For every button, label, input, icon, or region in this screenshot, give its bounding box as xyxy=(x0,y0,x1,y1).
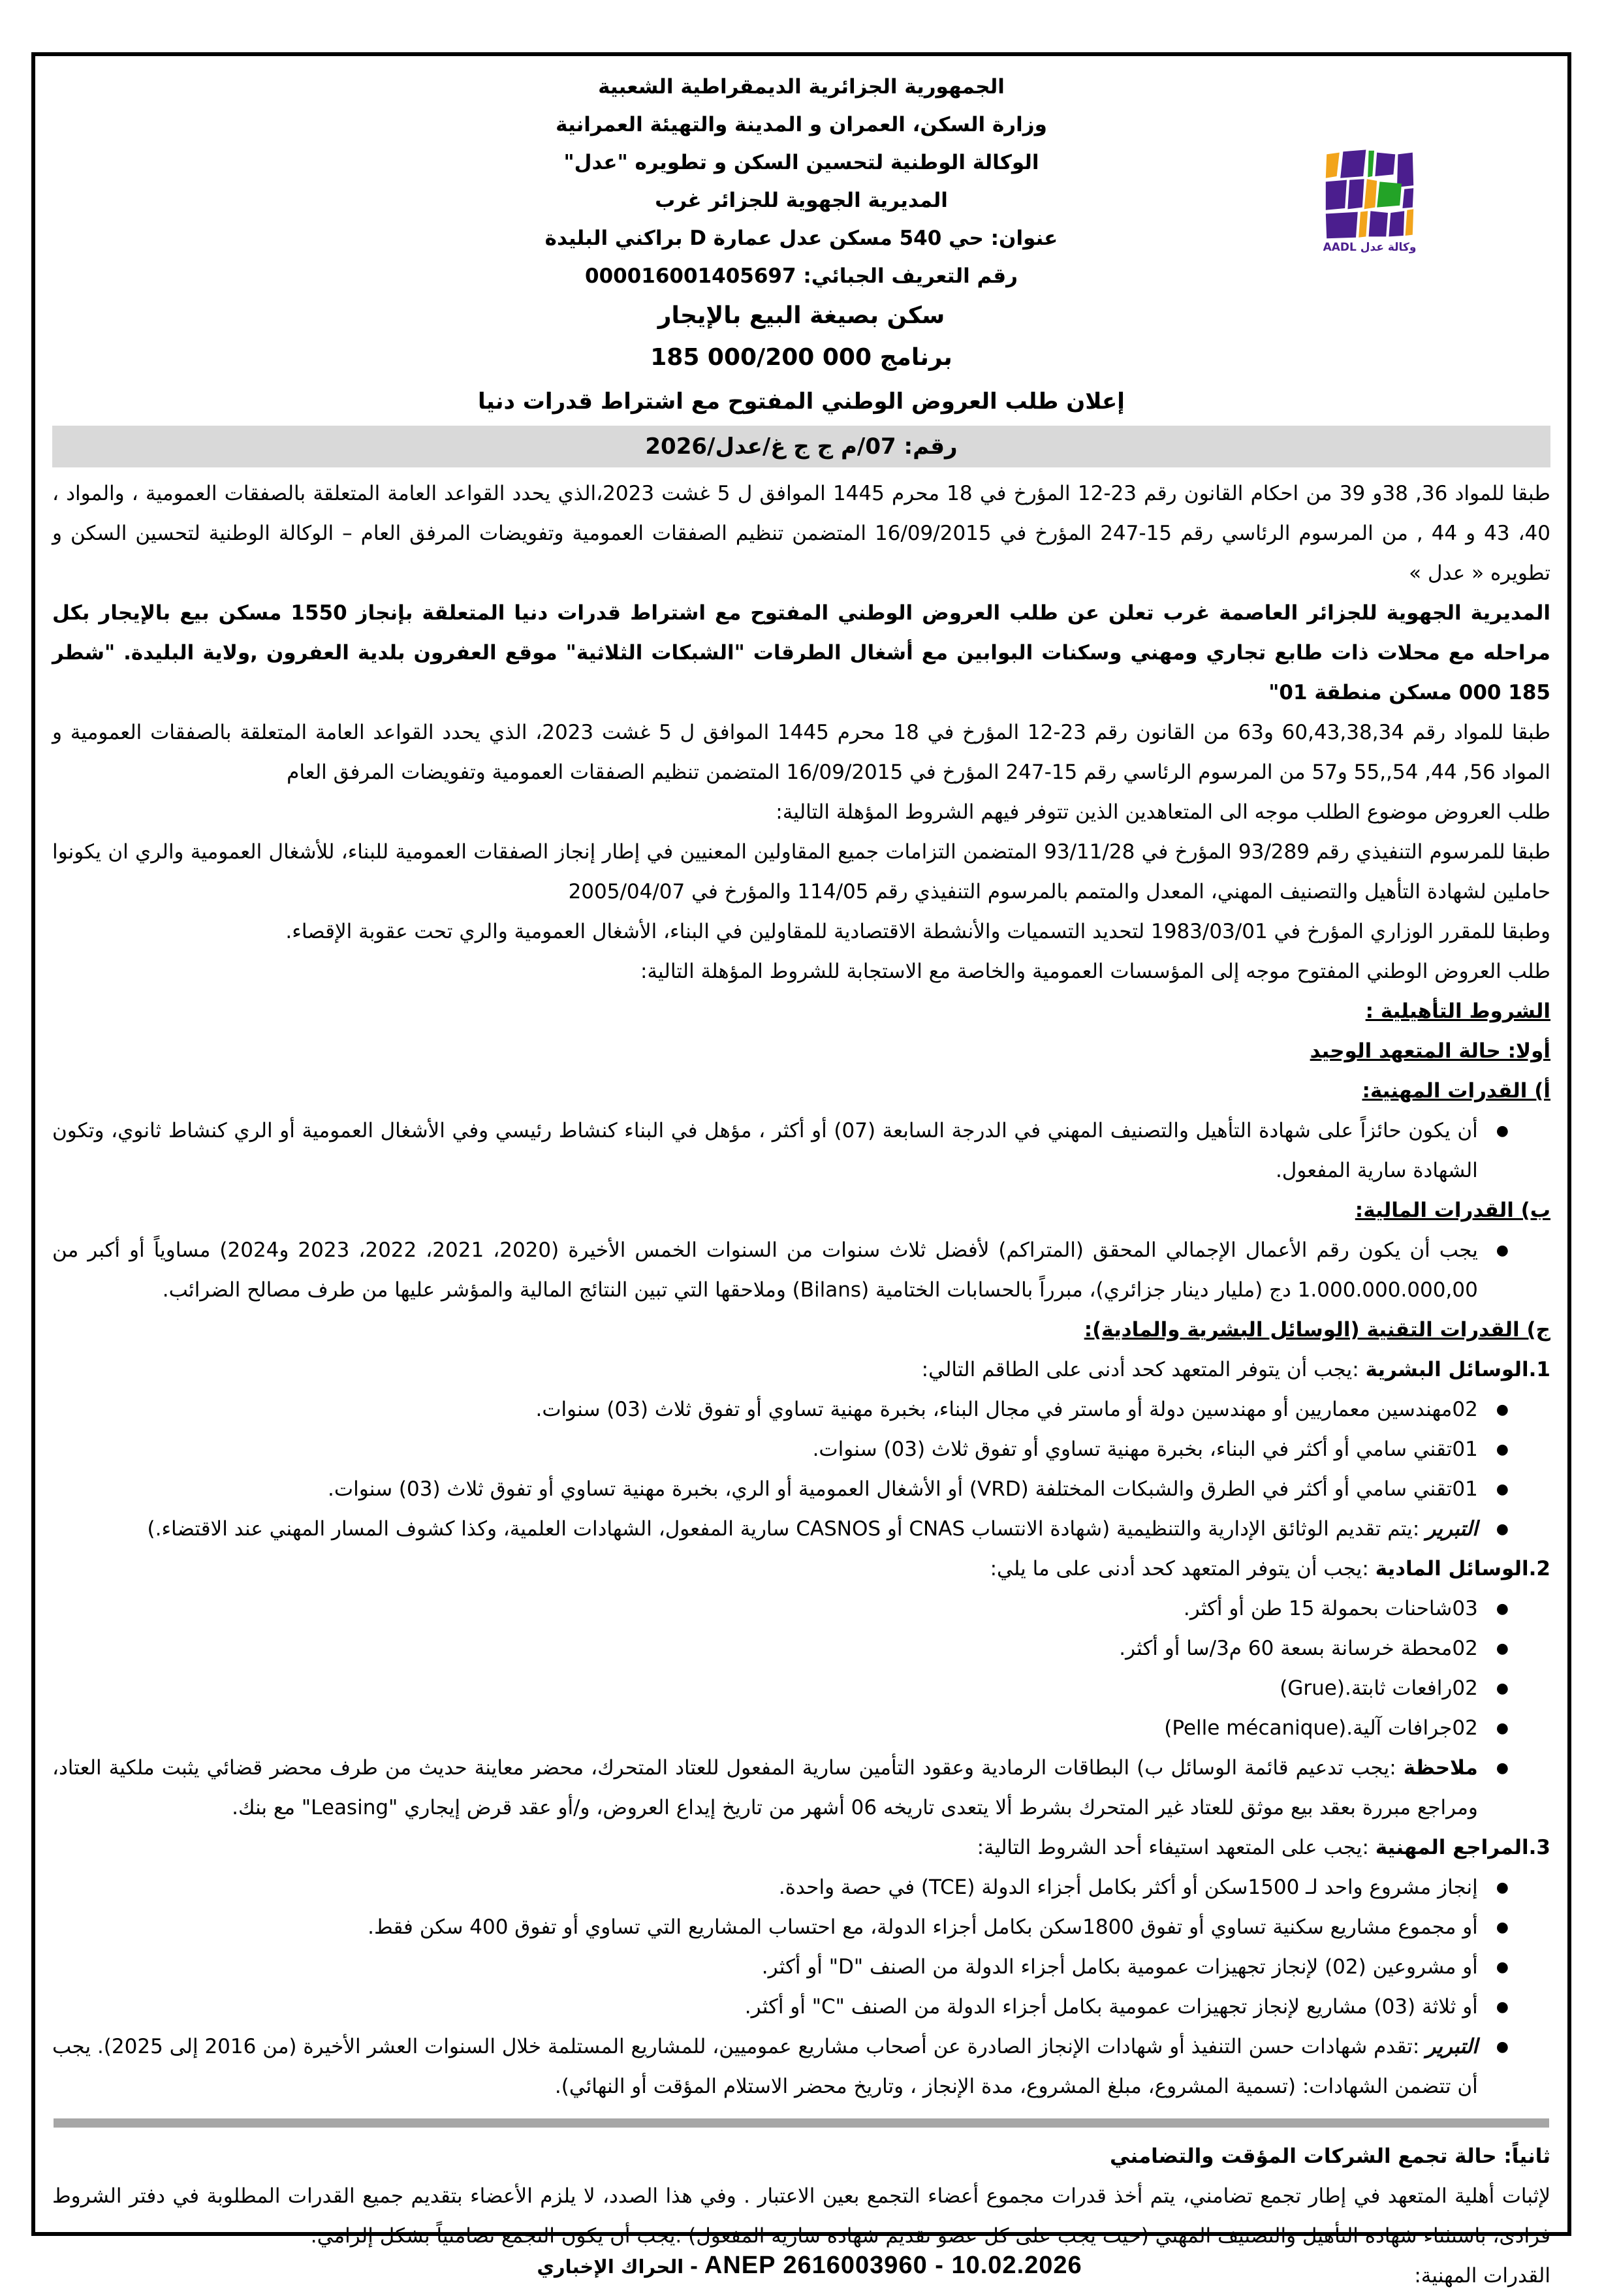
header-line-republic: الجمهورية الجزائرية الديمقراطية الشعبية xyxy=(598,75,1005,99)
bullet-icon: ● xyxy=(1496,1720,1509,1737)
human-means-intro: 1.الوسائل البشرية :يجب أن يتوفر المتعهد كحد أدنى على الطاقم التالي: xyxy=(921,1358,1550,1381)
legal-paragraph-1: طبقا للمواد 36, 38و 39 من احكام القانون رقم 23-12 المؤرخ في 18 محرم 1445 الموافق ل 5 غشت 2023،الذي يحدد القواعد العامة المتعلقة بالصفقات العمومية ، والمواد ، 40، 43 و 44 , من المرسوم الرئاسي رقم 15-247 المؤرخ في 16/09/2015 المتضمن تنظيم الصفقات العمومية وتفويضات المرفق العام – الوكالة الوطنية لتحسين السكن و تطويره « عدل » xyxy=(52,482,1550,585)
bullet-icon: ● xyxy=(1496,1521,1509,1537)
note-label: ملاحظة xyxy=(1403,1756,1478,1780)
header-line-agency: الوكالة الوطنية لتحسين السكن و تطويره "عدل" xyxy=(563,151,1039,174)
header-line-address: عنوان: حي 540 مسكن عدل عمارة D براكني البليدة xyxy=(544,227,1058,250)
technical-capacities-heading: ج) القدرات التقنية (الوسائل البشرية والمادية): xyxy=(1084,1318,1550,1342)
references-title: 3.المراجع المهنية xyxy=(1375,1836,1550,1859)
grouping-paragraph: لإثبات أهلية المتعهد في إطار تجمع تضامني، يتم أخذ قدرات مجموع أعضاء التجمع بعين الاعتبار . وفي هذا الصدد، لا يلزم الأعضاء بتقديم جميع القدرات المطلوبة في دفتر الشروط فرادى، باستثناء شهادة التأهيل والتصنيف المهني (حيث يجب على كل عضو تقديم شهادة سارية المفعول) .يجب أن يكون التجمع تضامنياً بشكل إلزامي. xyxy=(52,2184,1550,2248)
bullet-icon: ● xyxy=(1496,1402,1509,1418)
bullet-icon: ● xyxy=(1496,1999,1509,2015)
addressees-line: طلب العروض موضوع الطلب موجه الى المتعاهدين الذين تتوفر فيهم الشروط المؤهلة التالية: xyxy=(776,800,1550,824)
bullet-icon: ● xyxy=(1496,1242,1509,1259)
list-item: ● 02محطة خرسانة بسعة 60 م3/سا أو أكثر. xyxy=(52,1629,1509,1669)
section-divider-bar xyxy=(54,2118,1549,2128)
list-item: ● 02رافعات ثابتة.(Grue) xyxy=(52,1669,1509,1708)
bullet-icon: ● xyxy=(1496,1760,1509,1776)
human-means-title: 1.الوسائل البشرية xyxy=(1365,1358,1550,1381)
footer-separator: - xyxy=(690,2256,699,2278)
program-label: برنامج xyxy=(879,344,952,371)
header-program xyxy=(52,337,1550,379)
professional-capacities-list xyxy=(52,1111,1550,1191)
grouping-section-heading: ثانياً: حالة تجمع الشركات المؤقت والتضامني xyxy=(1109,2145,1550,2168)
list-item: ● 02مهندسين معماريين أو مهندسين دولة أو ماستر في مجال البناء، بخبرة مهنية تساوي أو تفوق ثلاث (03) سنوات. xyxy=(52,1390,1509,1430)
grouping-professional-capacities-line: القدرات المهنية: xyxy=(1414,2264,1550,2288)
material-means-title: 2.الوسائل المادية xyxy=(1375,1557,1550,1580)
list-item: ● 01تقني سامي أو أكثر في الطرق والشبكات المختلفة (VRD) أو الأشغال العمومية أو الري، بخبرة مهنية تساوي أو تفوق ثلاث (03) سنوات. xyxy=(52,1470,1509,1509)
bullet-icon: ● xyxy=(1496,1680,1509,1697)
header-sale-mode: سكن بصيغة البيع بالإيجار xyxy=(657,302,945,329)
reference-band: رقم: 07/م ج ج غ/عدل/2026 xyxy=(52,426,1550,467)
professional-capacities-heading: أ) القدرات المهنية: xyxy=(1362,1079,1550,1103)
list-item: ● أو مجموع مشاريع سكنية تساوي أو تفوق 1800سكن بكامل أجزاء الدولة، مع احتساب المشاريع التي تساوي أو تفوق 400 سكن فقط. xyxy=(52,1908,1509,1947)
anep-credit: ANEP 2616003960 - 10.02.2026 xyxy=(704,2252,1082,2279)
human-means-list xyxy=(52,1390,1550,1549)
bullet-icon: ● xyxy=(1496,1959,1509,1975)
justification-label: التبرير xyxy=(1426,2035,1478,2058)
bullet-icon: ● xyxy=(1496,1641,1509,1657)
justification-label: التبرير xyxy=(1426,1517,1478,1541)
legal-paragraph-4: وطبقا للمقرر الوزاري المؤرخ في 1983/03/01 لتحديد التسميات والأنشطة الاقتصادية للمقاولين في البناء، الأشغال العمومية والري تحت عقوبة الإقصاء. xyxy=(285,920,1550,943)
bullet-icon: ● xyxy=(1496,1601,1509,1617)
header-line-direction: المديرية الجهوية للجزائر غرب xyxy=(655,189,948,212)
justification-item: ● التبرير :تقدم شهادات حسن التنفيذ أو شهادات الإنجاز الصادرة عن أصحاب مشاريع عموميين، للمشاريع المستلمة خلال السنوات العشر الأخيرة (من 2016 إلى 2025). يجب أن تتضمن الشهادات: (تسمية المشروع، مبلغ المشروع، مدة الإنجاز ، وتاريخ محضر الاستلام المؤقت أو النهائي). xyxy=(52,2027,1509,2107)
bullet-icon: ● xyxy=(1496,1123,1509,1139)
footer-source: الحراك الإخباري xyxy=(537,2256,684,2278)
references-list xyxy=(52,1868,1550,2107)
list-item: ● 01تقني سامي أو أكثر في البناء، بخبرة مهنية تساوي أو تفوق ثلاث (03) سنوات. xyxy=(52,1430,1509,1470)
list-item: ● يجب أن يكون رقم الأعمال الإجمالي المحقق (المتراكم) لأفضل ثلاث سنوات من السنوات الخمس الأخيرة (2020، 2021، 2022، 2023 و2024) مساوياً أو أكبر من 1.000.000.000,00 دج (مليار دينار جزائري)، مبرراً بالحسابات الختامية (Bilans) وملاحقها التي تبين النتائج المالية والمؤشر عليها من طرف مصالح الضرائب. xyxy=(52,1231,1509,1310)
bullet-icon: ● xyxy=(1496,1879,1509,1896)
list-item: ● إنجاز مشروع واحد لـ 1500سكن أو أكثر بكامل أجزاء الدولة (TCE) في حصة واحدة. xyxy=(52,1868,1509,1908)
financial-capacities-list xyxy=(52,1231,1550,1310)
program-value: 185 000/200 000 xyxy=(650,344,872,371)
aadl-mosaic-icon xyxy=(1324,149,1415,240)
list-item: ● أو مشروعين (02) لإنجاز تجهيزات عمومية بكامل أجزاء الدولة من الصنف "D" أو أكثر. xyxy=(52,1947,1509,1987)
aadl-logo xyxy=(1321,149,1419,255)
material-means-intro: 2.الوسائل المادية :يجب أن يتوفر المتعهد كحد أدنى على ما يلي: xyxy=(990,1557,1550,1580)
bullet-icon: ● xyxy=(1496,1441,1509,1458)
bullet-icon: ● xyxy=(1496,1919,1509,1936)
sole-bidder-heading: أولا: حالة المتعهد الوحيد xyxy=(1310,1039,1550,1063)
references-intro: 3.المراجع المهنية :يجب على المتعهد استيفاء أحد الشروط التالية: xyxy=(977,1836,1550,1859)
material-means-list xyxy=(52,1589,1550,1828)
legal-paragraph-2: طبقا للمواد رقم 60,43,38,34 و63 من القانون رقم 23-12 المؤرخ في 18 محرم 1445 الموافق ل 5 غشت 2023، الذي يحدد القواعد العامة المتعلقة بالصفقات العمومية و المواد 56, 44, 54,,55 و57 من المرسوم الرئاسي رقم 15-247 المؤرخ في 16/09/2015 المتضمن تنظيم الصفقات العمومية وتفويضات المرفق العام xyxy=(52,721,1551,784)
note-item: ● ملاحظة :يجب تدعيم قائمة الوسائل ب) البطاقات الرمادية وعقود التأمين سارية المفعول للعتاد المتحرك، محضر معاينة حديث من طرف محضر قضائي يثبت ملكية العتاد، ومراجع مبررة بعقد بيع موثق للعتاد غير المتحرك بشرط ألا يتعدى تاريخه 06 أشهر من تاريخ إيداع العروض، و/أو عقد قرض إيجاري "Leasing" مع بنك. xyxy=(52,1748,1509,1828)
justification-item: ● التبرير :يتم تقديم الوثائق الإدارية والتنظيمية (شهادة الانتساب CNAS أو CASNOS سارية المفعول، الشهادات العلمية، وكذا كشوف المسار المهني عند الاقتضاء.) xyxy=(52,1509,1509,1549)
list-item: ● أو ثلاثة (03) مشاريع لإنجاز تجهيزات عمومية بكامل أجزاء الدولة من الصنف "C" أو أكثر. xyxy=(52,1987,1509,2027)
announcement-object-paragraph: المديرية الجهوية للجزائر العاصمة غرب تعلن عن طلب العروض الوطني المفتوح مع اشتراط قدرات دنيا المتعلقة بإنجاز 1550 مسكن بيع بالإيجار بكل مراحله مع محلات ذات طابع تجاري ومهني وسكنات البوابين مع أشغال الطرقات "الشبكات الثلاثية" موقع العفرون بلدية العفرون ,ولاية البليدة. "شطر 185 000 مسكن منطقة 01" xyxy=(52,601,1550,704)
list-item: ● أن يكون حائزاً على شهادة التأهيل والتصنيف المهني في الدرجة السابعة (07) أو أكثر ، مؤهل في البناء كنشاط رئيسي وفي الأشغال العمومية أو الري كنشاط ثانوي، وتكون الشهادة سارية المفعول. xyxy=(52,1111,1509,1191)
legal-paragraph-3: طبقا للمرسوم التنفيذي رقم 93/289 المؤرخ في 93/11/28 المتضمن التزامات جميع المقاولين المعنيين في إطار إنجاز الصفقات العمومية للبناء، للأشغال العمومية والري ان يكونوا حاملين لشهادة التأهيل والتصنيف المهني، المعدل والمتمم بالمرسوم التنفيذي رقم 114/05 والمؤرخ في 2005/04/07 xyxy=(52,840,1551,904)
list-item: ● 02جرافات آلية.(Pelle mécanique) xyxy=(52,1708,1509,1748)
publication-footer xyxy=(0,2247,1619,2285)
header-line-tax-id: رقم التعريف الجبائي: 000016001405697 xyxy=(585,264,1018,288)
header-line-ministry: وزارة السكن، العمران و المدينة والتهيئة العمرانية xyxy=(556,113,1047,136)
bullet-icon: ● xyxy=(1496,2039,1509,2055)
open-call-line: طلب العروض الوطني المفتوح موجه إلى المؤسسات العمومية والخاصة مع الاستجابة للشروط المؤهلة التالية: xyxy=(640,960,1550,983)
eligibility-conditions-title: الشروط التأهيلية : xyxy=(1365,999,1550,1023)
aadl-logo-caption: وكالة عدل AADL xyxy=(1323,241,1417,254)
list-item: ● 03شاحنات بحمولة 15 طن أو أكثر. xyxy=(52,1589,1509,1629)
announcement-title: إعلان طلب العروض الوطني المفتوح مع اشتراط قدرات دنيا xyxy=(478,388,1125,415)
bullet-icon: ● xyxy=(1496,1481,1509,1498)
financial-capacities-heading: ب) القدرات المالية: xyxy=(1355,1199,1550,1222)
